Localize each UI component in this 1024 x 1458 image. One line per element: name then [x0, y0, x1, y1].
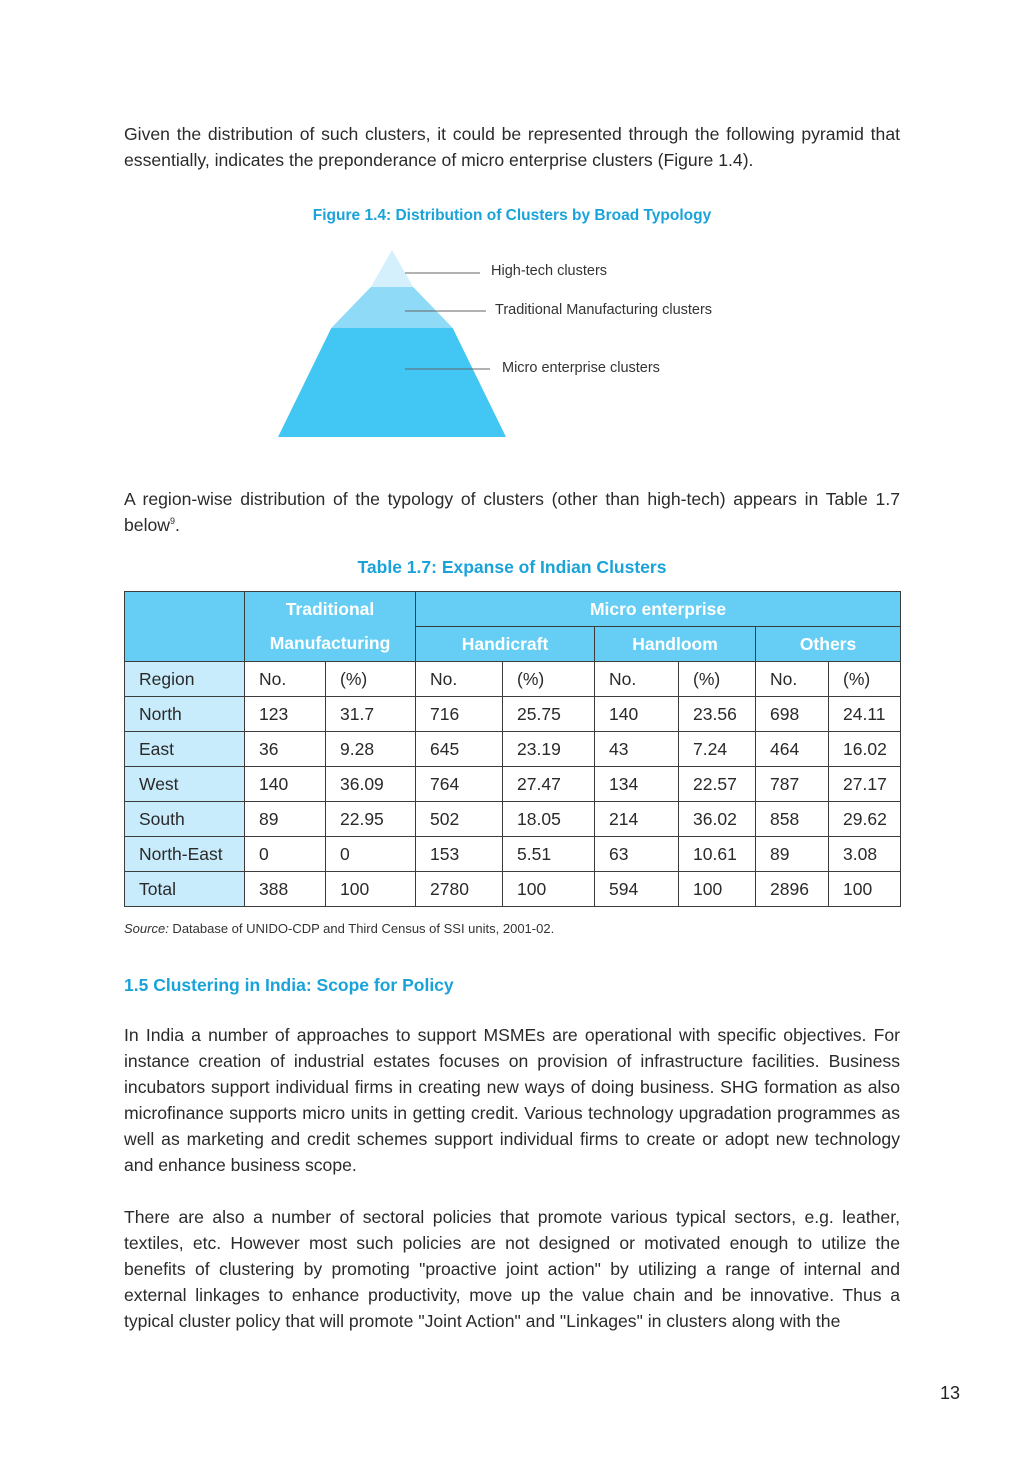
table-cell: (%)	[679, 662, 756, 697]
table-cell: 716	[416, 697, 503, 732]
table-cell: 31.7	[326, 697, 416, 732]
table-row	[125, 732, 901, 767]
source-label: Source:	[124, 921, 169, 936]
label-micro: Micro enterprise clusters	[502, 360, 660, 376]
table-cell: 7.24	[679, 732, 756, 767]
pyramid-level-traditional	[331, 287, 452, 328]
table-cell: 140	[595, 697, 679, 732]
page-number: 13	[940, 1383, 961, 1403]
table-cell: 36.02	[679, 802, 756, 837]
table-cell: Total	[125, 872, 245, 907]
table-cell: 27.17	[829, 767, 901, 802]
table-cell: 787	[756, 767, 829, 802]
table-cell: 100	[679, 872, 756, 907]
table-cell: 29.62	[829, 802, 901, 837]
table-cell: 214	[595, 802, 679, 837]
source-text: Database of UNIDO-CDP and Third Census of SSI units, 2001-02.	[168, 921, 555, 936]
paragraph-approaches: In India a number of approaches to support MSMEs are operational with specific objectives. For instance creation of industrial estates focuses on provision of infrastructure facilities. Business incubators support individual firms in creating new ways of doing business. SHG formation as also microfinance supports micro units in getting credit. Various technology upgradation programmes as well as marketing and credit schemes support individual firms to create or adopt new technology and enhance business scope.	[124, 1025, 900, 1175]
footnote-marker: 9	[169, 516, 175, 527]
header-handicraft: Handicraft	[416, 627, 595, 662]
table-cell: 140	[245, 767, 326, 802]
table-row	[125, 802, 901, 837]
table-cell: (%)	[503, 662, 595, 697]
table-cell: 36.09	[326, 767, 416, 802]
table-cell: 502	[416, 802, 503, 837]
table-cell: South	[125, 802, 245, 837]
table-cell: (%)	[829, 662, 901, 697]
table-cell: 388	[245, 872, 326, 907]
table-cell: 43	[595, 732, 679, 767]
table-cell: 2780	[416, 872, 503, 907]
table-cell: 24.11	[829, 697, 901, 732]
table-cell: 16.02	[829, 732, 901, 767]
table-cell: 134	[595, 767, 679, 802]
table-cell: East	[125, 732, 245, 767]
table-cell: 594	[595, 872, 679, 907]
table-cell: 858	[756, 802, 829, 837]
pyramid-level-hightech	[371, 250, 413, 287]
table-cell: No.	[595, 662, 679, 697]
header-others: Others	[756, 627, 901, 662]
table-cell: 0	[326, 837, 416, 872]
table-cell: No.	[245, 662, 326, 697]
table-cell: North-East	[125, 837, 245, 872]
table-caption: Table 1.7: Expanse of Indian Clusters	[357, 557, 667, 577]
table-cell: No.	[416, 662, 503, 697]
table-source	[124, 921, 554, 936]
table-cell: West	[125, 767, 245, 802]
table-cell: 100	[503, 872, 595, 907]
table-cell: 9.28	[326, 732, 416, 767]
table-cell: 698	[756, 697, 829, 732]
table-cell: 22.95	[326, 802, 416, 837]
table-cell: 5.51	[503, 837, 595, 872]
table-cell: 764	[416, 767, 503, 802]
table-cell: 89	[245, 802, 326, 837]
table-cell: 123	[245, 697, 326, 732]
table-cell: 27.47	[503, 767, 595, 802]
pyramid-level-micro	[278, 328, 506, 437]
region-paragraph-end: .	[175, 515, 180, 535]
section-heading: 1.5 Clustering in India: Scope for Policy	[124, 975, 454, 995]
table-cell: 23.19	[503, 732, 595, 767]
region-paragraph-text: A region-wise distribution of the typology of clusters (other than high-tech) appears in Table 1.7 below	[124, 489, 900, 535]
table-cell: 645	[416, 732, 503, 767]
header-blank	[125, 592, 245, 662]
table-cell: 153	[416, 837, 503, 872]
table-cell: 23.56	[679, 697, 756, 732]
table-cell: 10.61	[679, 837, 756, 872]
table-row	[125, 767, 901, 802]
table-cell: 36	[245, 732, 326, 767]
table-cell: 3.08	[829, 837, 901, 872]
table-cell: (%)	[326, 662, 416, 697]
table-cell: 25.75	[503, 697, 595, 732]
region-paragraph	[124, 486, 900, 538]
table-cell: 100	[326, 872, 416, 907]
paragraph-sectoral-policies: There are also a number of sectoral policies that promote various typical sectors, e.g. leather, textiles, etc. However most such policies are not designed or motivated enough to utilize the benefits of clustering by promoting "proactive joint action" by utilizing a range of internal and external linkages to enhance productivity, move up the value chain and be innovative. Thus a typical cluster policy that will promote "Joint Action" and "Linkages" in clusters along with the	[124, 1207, 900, 1331]
figure-caption: Figure 1.4: Distribution of Clusters by Broad Typology	[312, 207, 712, 224]
clusters-table	[124, 591, 901, 907]
intro-paragraph: Given the distribution of such clusters, it could be represented through the following pyramid that essentially, indicates the preponderance of micro enterprise clusters (Figure 1.4).	[124, 124, 900, 170]
table-row	[125, 872, 901, 907]
table-cell: North	[125, 697, 245, 732]
table-row	[125, 697, 901, 732]
table-cell: 18.05	[503, 802, 595, 837]
table-cell: Region	[125, 662, 245, 697]
cluster-pyramid	[0, 0, 1024, 460]
header-micro-enterprise: Micro enterprise	[416, 592, 901, 627]
table-row	[125, 837, 901, 872]
table-cell: 89	[756, 837, 829, 872]
table-cell: 0	[245, 837, 326, 872]
header-traditional-line1: Traditional	[245, 592, 416, 627]
table-cell: 464	[756, 732, 829, 767]
header-handloom: Handloom	[595, 627, 756, 662]
table-cell: 22.57	[679, 767, 756, 802]
table-cell: 2896	[756, 872, 829, 907]
label-hightech: High-tech clusters	[491, 263, 608, 279]
header-traditional-line2: Manufacturing	[245, 627, 416, 662]
table-subheader-row	[125, 662, 901, 697]
label-traditional: Traditional Manufacturing clusters	[495, 302, 713, 318]
table-cell: 63	[595, 837, 679, 872]
table-cell: No.	[756, 662, 829, 697]
table-cell: 100	[829, 872, 901, 907]
